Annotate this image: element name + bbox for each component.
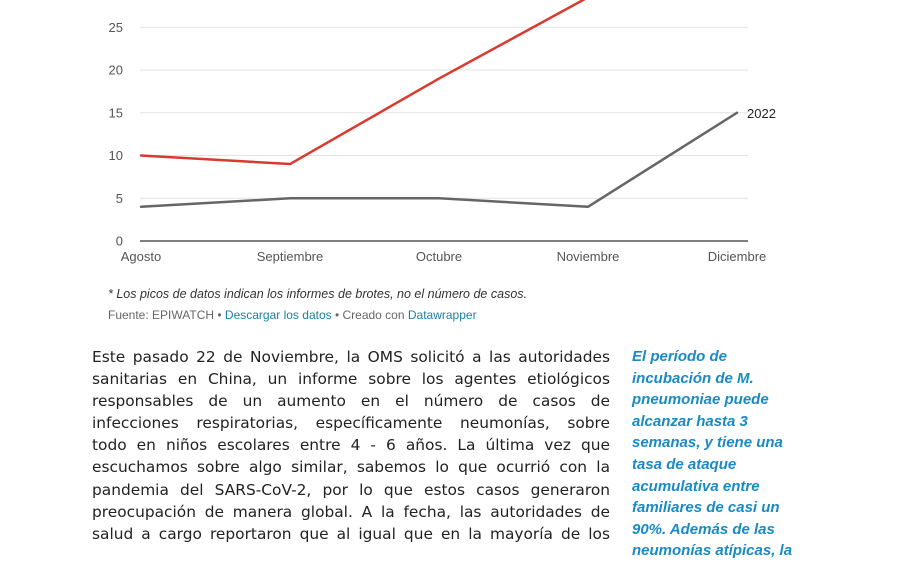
body-line: pandemia del SARS-CoV-2, por lo que estos casos generaron (92, 480, 610, 499)
created-with-label: • Creado con (331, 308, 408, 322)
body-line: escuchamos sobre algo similar, sabemos lo que ocurrió con la (92, 458, 610, 477)
y-tick-label: 0 (115, 233, 123, 249)
x-tick-label: Septiembre (256, 249, 324, 264)
pull-quote (632, 346, 822, 562)
body-line: infecciones respiratorias, específicamente neumonías, sobre (92, 414, 610, 433)
pull-quote-line: acumulativa entre (632, 477, 760, 495)
series-label: 2022 (747, 105, 776, 121)
chart-series (141, 0, 776, 207)
y-tick-label: 25 (108, 19, 123, 35)
chart-source (108, 308, 477, 322)
pull-quote-line: El período de (632, 348, 728, 365)
y-tick-label: 20 (108, 62, 123, 78)
series-line (141, 0, 588, 164)
body-line: Este pasado 22 de Noviembre, la OMS solicitó a las autoridades (92, 348, 610, 366)
pull-quote-line: tasa de ataque (632, 455, 737, 473)
x-tick-label: Diciembre (707, 249, 767, 264)
y-tick-label: 15 (108, 105, 123, 121)
body-line: preocupación de manera global. A la fecha, las autoridades de (92, 502, 610, 521)
chart-gridlines (140, 27, 748, 241)
pull-quote-line: incubación de M. (632, 369, 754, 387)
y-axis-ticks (109, 20, 123, 249)
pull-quote-line: alcanzar hasta 3 (632, 412, 748, 430)
body-line: todo en niños escolares entre 4 - 6 años. La última vez que (92, 436, 610, 455)
body-line: responsables de un aumento en el número de casos de (92, 392, 610, 411)
pull-quote-line: familiares de casi un (632, 499, 780, 517)
x-tick-label: Agosto (120, 249, 162, 264)
y-tick-label: 5 (115, 190, 123, 206)
pull-quote-line: semanas, y tiene una (632, 434, 783, 452)
source-separator: • (214, 308, 225, 322)
download-data-link[interactable]: Descargar los datos (224, 308, 332, 322)
source-label: Fuente: EPIWATCH (108, 308, 215, 322)
x-tick-label: Octubre (415, 249, 463, 264)
pull-quote-line: neumonías atípicas, la (632, 542, 793, 560)
y-tick-label: 10 (108, 148, 123, 163)
pull-quote-line: pneumoniae puede (632, 391, 769, 409)
chart-footnote: * Los picos de datos indican los informes de brotes, no el número de casos. (108, 287, 527, 301)
x-axis-ticks (121, 249, 767, 264)
body-line: salud a cargo reportaron que al igual que en la mayoría de los (92, 524, 610, 543)
pull-quote-line: 90%. Además de las (632, 520, 775, 538)
article-body (92, 346, 610, 545)
x-tick-label: Noviembre (556, 249, 620, 264)
datawrapper-link[interactable]: Datawrapper (407, 308, 477, 322)
body-line: sanitarias en China, un informe sobre los agentes etiológicos (92, 370, 610, 389)
